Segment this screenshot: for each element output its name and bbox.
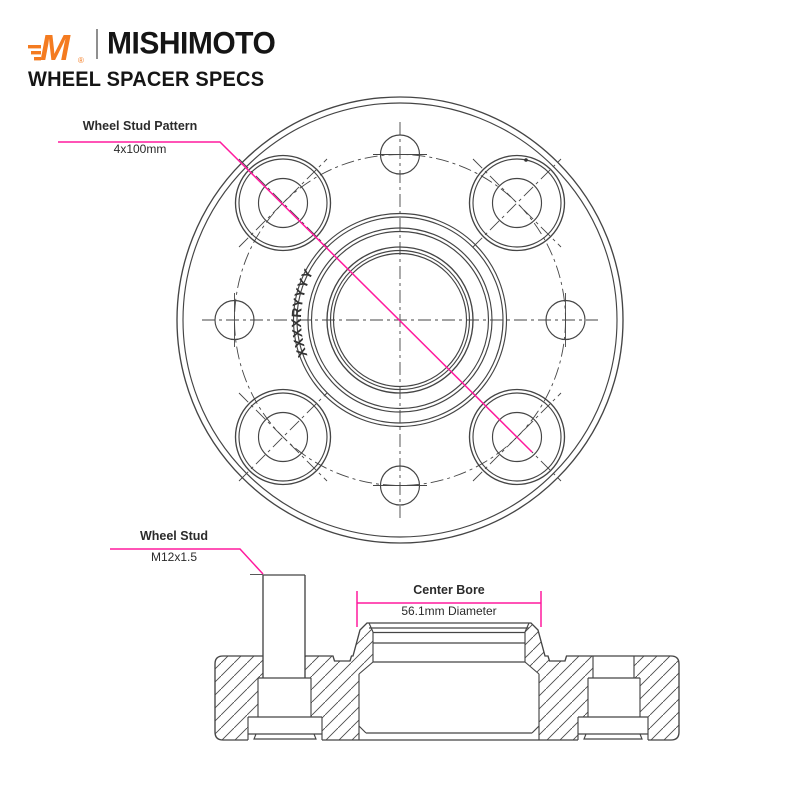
center-bore-section bbox=[359, 623, 539, 740]
section-hatching bbox=[215, 623, 679, 740]
center-bore-callout bbox=[369, 583, 529, 618]
registered-mark: ® bbox=[78, 56, 84, 64]
page-title: WHEEL SPACER SPECS bbox=[28, 68, 265, 92]
stud-pattern-value: 4x100mm bbox=[113, 142, 167, 156]
stud-pattern-label: Wheel Stud Pattern bbox=[82, 119, 198, 133]
stud-pattern-leader bbox=[58, 142, 532, 452]
wheel-stud-callout bbox=[106, 529, 242, 564]
stud-hole-upper-right bbox=[470, 156, 565, 251]
engraving-text: XXXXRYYYY bbox=[288, 266, 317, 360]
brand-name: MISHIMOTO bbox=[107, 26, 276, 61]
surface-dot bbox=[524, 158, 528, 162]
wheel-stud-label: Wheel Stud bbox=[139, 529, 209, 543]
center-bore-label: Center Bore bbox=[413, 583, 485, 597]
svg-text:M: M bbox=[40, 27, 70, 64]
center-bore-value: 56.1mm Diameter bbox=[401, 604, 497, 618]
spacer-outline bbox=[215, 623, 679, 740]
wheel-stud-value: M12x1.5 bbox=[150, 550, 198, 564]
stud-pattern-callout bbox=[58, 119, 222, 156]
